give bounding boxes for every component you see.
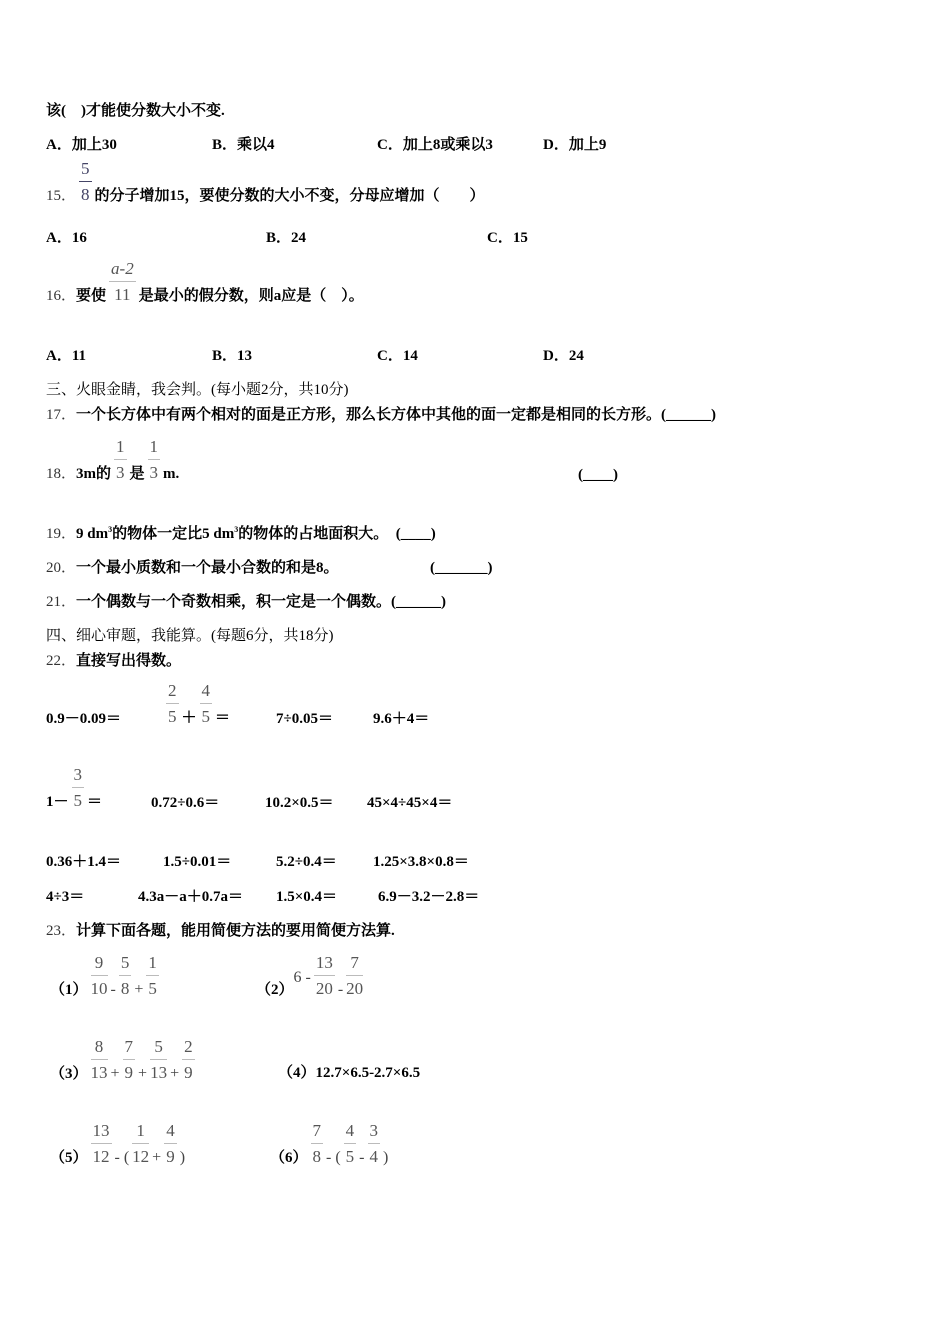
numerator: 13 [314, 953, 335, 976]
q23-part-4 [278, 1064, 420, 1082]
q19-number: 19． [46, 526, 77, 542]
denominator: 8 [81, 185, 90, 204]
denominator: 8 [120, 979, 130, 998]
q18-pre: 3m的 [76, 466, 112, 482]
q15-text: 的分子增加15，要使分数的大小不变，分母应增加（ ） [94, 188, 485, 204]
question-16 [46, 259, 364, 306]
operator: + [152, 1149, 162, 1166]
numerator: 5 [79, 159, 92, 182]
q18-post: m. [163, 466, 180, 482]
q23-part-6 [270, 1121, 388, 1168]
q14-option-a: A．加上30 [46, 137, 117, 153]
q22-number: 22． [46, 653, 77, 669]
q18-number: 18． [46, 466, 77, 482]
calc-item: 0.36＋1.4＝ [46, 854, 122, 870]
numerator: 8 [91, 1037, 108, 1060]
q16-text: 是最小的假分数，则a应是（ ）。 [138, 288, 364, 304]
numerator: 5 [119, 953, 132, 976]
fraction [166, 681, 179, 728]
q16-pre: 要使 [76, 288, 107, 304]
q14-option-c: C．加上8或乘以3 [377, 137, 493, 153]
question-17 [46, 406, 716, 424]
denominator: 13 [150, 1063, 168, 1082]
q21-text: 一个偶数与一个奇数相乘，积一定是一个偶数。 [76, 594, 392, 610]
q16-option-d: D．24 [543, 348, 584, 364]
q15-option-a: A．16 [46, 230, 87, 246]
fraction [109, 259, 136, 306]
denominator: 5 [201, 707, 211, 726]
operator: + [138, 1065, 148, 1082]
q16-option-a: A．11 [46, 348, 87, 364]
denominator: 5 [73, 791, 83, 810]
operator: + [110, 1065, 120, 1082]
calc-item: 5.2÷0.4＝ [276, 854, 337, 870]
numerator: 1 [148, 437, 161, 460]
fraction [79, 159, 92, 206]
fraction [114, 437, 127, 484]
denominator: 8 [312, 1147, 322, 1166]
denominator: 12 [132, 1147, 150, 1166]
answer-blank[interactable]: (____) [578, 467, 618, 483]
numerator: 4 [344, 1121, 357, 1144]
fraction [164, 1121, 177, 1168]
numerator: 4 [200, 681, 213, 704]
fraction [311, 1121, 324, 1168]
numerator: 2 [182, 1037, 195, 1060]
q23-part-2 [256, 953, 366, 1000]
answer-blank[interactable]: (______) [391, 594, 447, 610]
fraction [119, 953, 132, 1000]
denominator: 5 [168, 707, 177, 726]
numerator: 3 [72, 765, 85, 788]
answer-blank[interactable]: (____) [395, 526, 436, 542]
operator: ) [179, 1149, 186, 1166]
denominator: 3 [116, 463, 125, 482]
question-21 [46, 593, 446, 611]
superscript: 3 [234, 525, 239, 534]
operator: - [337, 981, 344, 998]
calc-item: 6.9－3.2－2.8＝ [378, 889, 480, 905]
calc-item [163, 681, 230, 728]
operator: ＋ [181, 710, 197, 726]
operator: 6 - [293, 969, 311, 986]
q23-part-5 [50, 1121, 185, 1168]
numerator: a-2 [109, 259, 136, 282]
fraction [146, 953, 159, 1000]
denominator: 4 [369, 1147, 378, 1166]
q19-c: 的物体的占地面积大。 [238, 526, 381, 542]
q23-number: 23． [46, 923, 77, 939]
answer-blank[interactable]: (______) [661, 407, 717, 423]
operator: 1－ [46, 794, 69, 810]
calc-item: 0.9－0.09＝ [46, 711, 122, 727]
question-18 [46, 437, 179, 484]
superscript: 3 [108, 525, 113, 534]
q14-option-b: B．乘以4 [212, 137, 275, 153]
part-label: （5） [50, 1150, 88, 1166]
question-23 [46, 922, 395, 940]
q16-number: 16． [46, 288, 77, 304]
denominator: 20 [315, 979, 333, 998]
fraction [91, 1037, 108, 1084]
q14-option-d: D．加上9 [543, 137, 607, 153]
q15-option-b: B．24 [266, 230, 307, 246]
calc-item: 4.3a－a＋0.7a＝ [138, 889, 244, 905]
denominator: 9 [166, 1147, 175, 1166]
fraction [132, 1121, 149, 1168]
numerator: 13 [91, 1121, 112, 1144]
numerator: 3 [368, 1121, 381, 1144]
numerator: 7 [123, 1037, 136, 1060]
operator: ＝ [215, 710, 231, 726]
q20-text: 一个最小质数和一个最小合数的和是8。 [76, 560, 339, 576]
numerator: 4 [164, 1121, 177, 1144]
part-label: （6） [270, 1150, 308, 1166]
denominator: 3 [149, 463, 159, 482]
q20-number: 20． [46, 560, 77, 576]
fraction [314, 953, 335, 1000]
numerator: 1 [132, 1121, 149, 1144]
operator: - [110, 981, 116, 998]
calc-item: 4÷3＝ [46, 889, 85, 905]
operator: + [134, 981, 144, 998]
question-20 [46, 559, 339, 577]
part-label: （3） [50, 1066, 88, 1082]
calc-item: 1.5×0.4＝ [276, 889, 338, 905]
q17-text: 一个长方体中有两个相对的面是正方形，那么长方体中其他的面一定都是相同的长方形。 [76, 407, 662, 423]
calc-item: 10.2×0.5＝ [265, 795, 334, 811]
question-22 [46, 652, 181, 670]
q22-text: 直接写出得数。 [76, 653, 182, 669]
calc-item: 9.6＋4＝ [373, 711, 430, 727]
q23-part-3 [50, 1037, 198, 1084]
question-15 [46, 159, 485, 206]
q16-option-b: B．13 [212, 348, 253, 364]
denominator: 20 [346, 979, 364, 998]
calc-item: 45×4÷45×4＝ [367, 795, 453, 811]
operator: ) [383, 1149, 389, 1166]
q23-text: 计算下面各题，能用简便方法的要用简便方法算. [76, 923, 395, 939]
numerator: 9 [91, 953, 108, 976]
numerator: 2 [166, 681, 179, 704]
q18-mid: 是 [129, 466, 145, 482]
denominator: 12 [92, 1147, 110, 1166]
fraction [346, 953, 363, 1000]
q21-number: 21． [46, 594, 77, 610]
numerator: 7 [311, 1121, 324, 1144]
numerator: 1 [146, 953, 159, 976]
q17-number: 17． [46, 407, 77, 423]
numerator: 5 [150, 1037, 167, 1060]
question-19 [46, 521, 436, 543]
part-label: （1） [50, 982, 88, 998]
denominator: 5 [345, 1147, 355, 1166]
part-label: （4） [278, 1065, 316, 1081]
calc-item: 7÷0.05＝ [276, 711, 333, 727]
operator: ＝ [87, 794, 103, 810]
calc-item [46, 765, 102, 812]
q15-option-c: C．15 [487, 230, 528, 246]
section-4-heading: 四、细心审题，我能算。(每题6分，共18分) [46, 628, 334, 644]
denominator: 10 [90, 979, 108, 998]
fraction [344, 1121, 357, 1168]
q15-number: 15． [46, 188, 77, 204]
fraction [91, 1121, 112, 1168]
denominator: 9 [124, 1063, 134, 1082]
fraction [150, 1037, 167, 1084]
fraction [123, 1037, 136, 1084]
q14-tail: 该( )才能使分数大小不变. [46, 103, 225, 119]
fraction [368, 1121, 381, 1168]
calc-item: 0.72÷0.6＝ [151, 795, 220, 811]
q16-option-c: C．14 [377, 348, 418, 364]
denominator: 9 [184, 1063, 193, 1082]
q23-part-1 [50, 953, 162, 1000]
part-label: （2） [256, 982, 294, 998]
numerator: 1 [114, 437, 127, 460]
numerator: 7 [346, 953, 363, 976]
section-3-heading: 三、火眼金睛，我会判。(每小题2分，共10分) [46, 382, 349, 398]
expression: 12.7×6.5-2.7×6.5 [315, 1065, 421, 1081]
operator: - ( [114, 1149, 130, 1166]
fraction [91, 953, 108, 1000]
fraction [200, 681, 213, 728]
calc-item: 1.5÷0.01＝ [163, 854, 232, 870]
denominator: 5 [148, 979, 157, 998]
fraction [72, 765, 85, 812]
denominator: 11 [114, 285, 131, 304]
answer-blank[interactable]: (_______) [430, 560, 493, 576]
operator: + [170, 1065, 180, 1082]
operator: - [359, 1149, 365, 1166]
fraction [182, 1037, 195, 1084]
q19-a: 9 dm [76, 526, 109, 542]
operator: - ( [326, 1149, 341, 1166]
calc-item: 1.25×3.8×0.8＝ [373, 854, 469, 870]
fraction [148, 437, 161, 484]
q19-b: 的物体一定比5 dm [112, 526, 235, 542]
denominator: 13 [90, 1063, 108, 1082]
